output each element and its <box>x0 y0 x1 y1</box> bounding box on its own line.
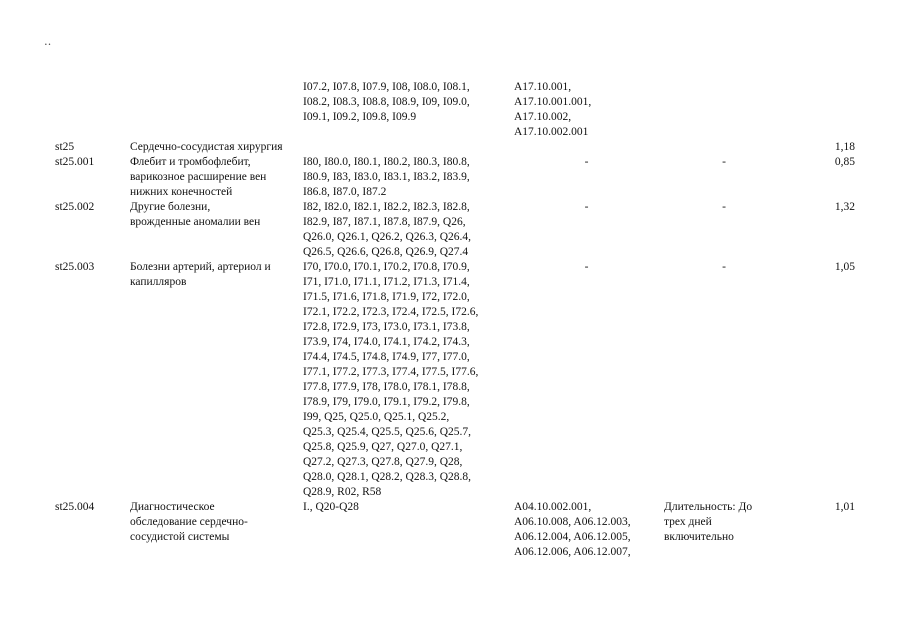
row-diagnoses: I07.2, I07.8, I07.9, I08, I08.0, I08.1, I08.2, I08.3, I08.8, I08.9, I09, I09.0, I09.1, I09.2, I09.8, I09.9 <box>303 81 470 123</box>
row-name: Сердечно-сосудистая хирургия <box>130 141 283 153</box>
row-diagnoses: I82, I82.0, I82.1, I82.2, I82.3, I82.8, I82.9, I87, I87.1, I87.8, I87.9, Q26, Q26.0, Q26.1, Q26.2, Q26.3, Q26.4, Q26.5, Q26.6, Q26.8, Q26.9, Q27.4 <box>303 201 472 258</box>
row-diagnoses: I., Q20-Q28 <box>303 501 359 513</box>
table-row <box>55 260 855 500</box>
row-extra: - <box>722 201 726 213</box>
page-mark: ‥ <box>44 36 53 48</box>
row-services: - <box>584 156 589 168</box>
table-row <box>55 155 855 200</box>
row-coef: 1,01 <box>834 501 855 513</box>
row-extra: - <box>722 156 726 168</box>
row-name: Флебит и тромбофлебит, варикозное расширение вен нижних конечностей <box>130 156 267 198</box>
row-diagnoses: I70, I70.0, I70.1, I70.2, I70.8, I70.9, I71, I71.0, I71.1, I71.2, I71.3, I71.4, I71.5, I71.6, I71.8, I71.9, I72, I72.0, I72.1, I72.2, I72.3, I72.4, I72.5, I72.6, I72.8, I72.9, I73, I73.0, I73.1, I73.8, I73.9, I74, I74.0, I74.1, I74.2, I74.3, I74.4, I74.5, I74.8, I74.9, I77, I77.0, I77.1, I77.2, I77.3, I77.4, I77.5, I77.6, I77.8, I77.9, I78, I78.0, I78.1, I78.8, I78.9, I79, I79.0, I79.1, I79.2, I79.8, I99, Q25, Q25.0, Q25.1, Q25.2, Q25.3, Q25.4, Q25.5, Q25.6, Q25.7, Q25.8, Q25.9, Q27, Q27.0, Q27.1, Q27.2, Q27.3, Q27.8, Q27.9, Q28, Q28.0, Q28.1, Q28.2, Q28.3, Q28.8, Q28.9, R02, R58 <box>303 261 479 498</box>
row-services: - <box>584 261 589 273</box>
row-name: Болезни артерий, артериол и капилляров <box>130 261 271 288</box>
row-name: Диагностическое обследование сердечно- сосудистой системы <box>130 501 248 543</box>
row-code: st25.003 <box>55 261 95 273</box>
row-extra: - <box>722 261 726 273</box>
table-row <box>55 80 855 140</box>
row-code: st25.002 <box>55 201 95 213</box>
row-coef: 0,85 <box>834 156 855 168</box>
row-code: st25.004 <box>55 501 95 513</box>
row-code: st25.001 <box>55 156 95 168</box>
row-services: A04.10.002.001, A06.10.008, A06.12.003, A06.12.004, A06.12.005, A06.12.006, A06.12.007, <box>514 501 631 558</box>
ksg-table <box>55 80 855 560</box>
row-extra: Длительность: До трех дней включительно <box>664 501 753 543</box>
row-coef: 1,32 <box>834 201 855 213</box>
row-coef: 1,18 <box>834 141 855 153</box>
row-services: - <box>584 201 589 213</box>
table-row <box>55 140 855 155</box>
table-row <box>55 200 855 260</box>
row-name: Другие болезни, врожденные аномалии вен <box>130 201 261 228</box>
row-diagnoses: I80, I80.0, I80.1, I80.2, I80.3, I80.8, I80.9, I83, I83.0, I83.1, I83.2, I83.9, I86.8, I87.0, I87.2 <box>303 156 470 198</box>
row-coef: 1,05 <box>834 261 855 273</box>
row-code: st25 <box>55 141 75 153</box>
table-row <box>55 500 855 560</box>
row-services: A17.10.001, A17.10.001.001, A17.10.002, A17.10.002.001 <box>514 81 592 138</box>
